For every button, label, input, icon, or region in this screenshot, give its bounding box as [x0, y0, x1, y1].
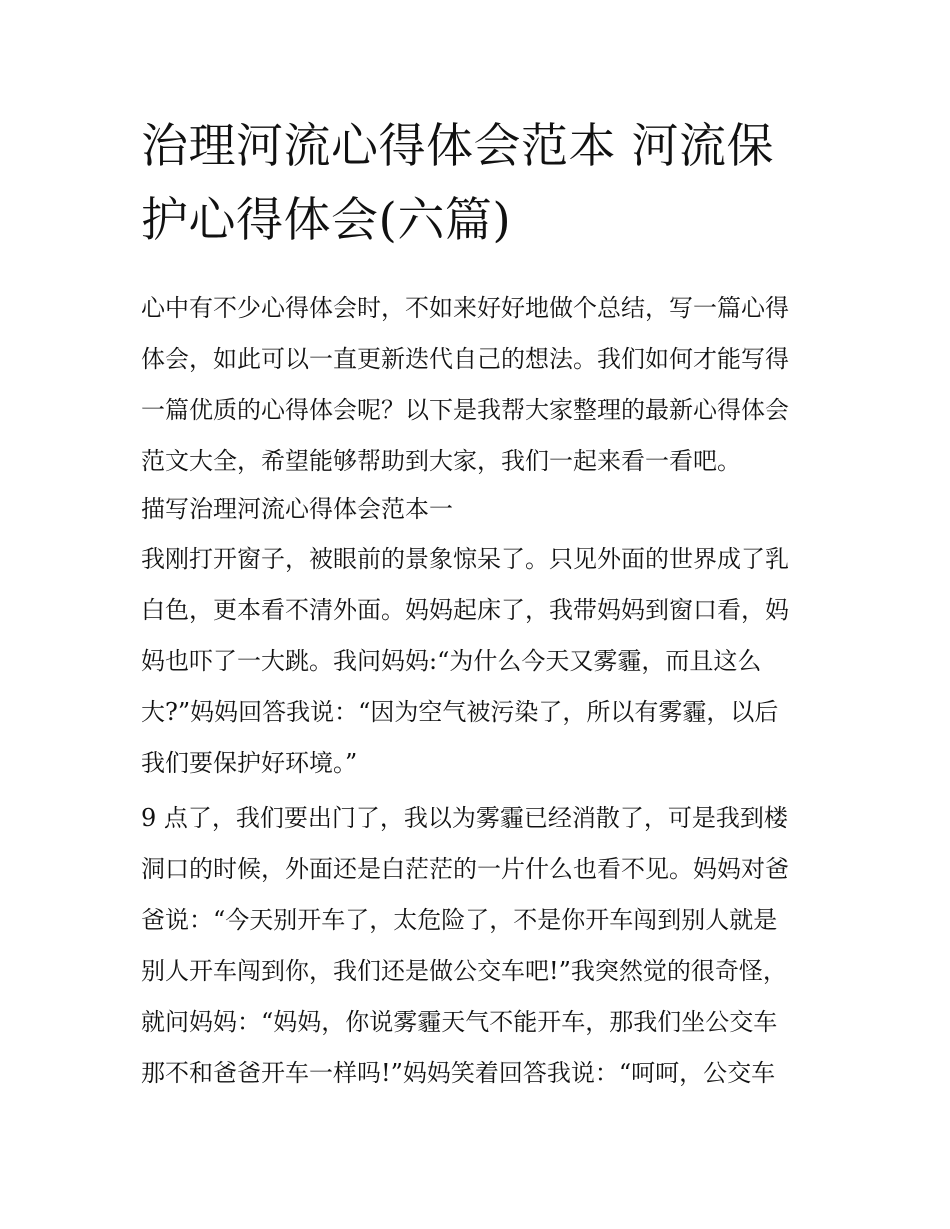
text-line: 洞口的时候，外面还是白茫茫的一片什么也看不见。妈妈对爸 — [141, 855, 789, 883]
text-line: 别人开车闯到你，我们还是做公交车吧!”我突然觉的很奇怪， — [141, 957, 787, 985]
document-body — [141, 283, 813, 1099]
document-title — [141, 110, 813, 258]
text-line: 我们要保护好环境。” — [141, 749, 358, 777]
paragraph-one — [141, 534, 813, 789]
title-line: 治理河流心得体会范本 河流保 — [141, 119, 774, 174]
text-line: 范文大全，希望能够帮助到大家，我们一起来看一看吧。 — [141, 447, 741, 475]
text-line: 就问妈妈：“妈妈，你说雾霾天气不能开车，那我们坐公交车 — [141, 1008, 778, 1036]
text-line: 爸说：“今天别开车了，太危险了，不是你开车闯到别人就是 — [141, 906, 778, 934]
section-heading: 描写治理河流心得体会范本一 — [141, 495, 453, 523]
text-line: 我刚打开窗子，被眼前的景象惊呆了。只见外面的世界成了乳 — [141, 545, 789, 573]
intro-paragraph — [141, 283, 813, 487]
text-line: 妈也吓了一大跳。我问妈妈:“为什么今天又雾霾，而且这么 — [141, 647, 762, 675]
text-line: 9 点了，我们要出门了，我以为雾霾已经消散了，可是我到楼 — [141, 804, 788, 832]
paragraph-two — [141, 793, 813, 1099]
text-line: 一篇优质的心得体会呢？以下是我帮大家整理的最新心得体会 — [141, 396, 789, 424]
text-line: 体会，如此可以一直更新迭代自己的想法。我们如何才能写得 — [141, 345, 789, 373]
title-line: 护心得体会(六篇) — [141, 193, 512, 248]
text-line: 心中有不少心得体会时，不如来好好地做个总结，写一篇心得 — [141, 294, 789, 322]
text-line: 那不和爸爸开车一样吗!”妈妈笑着回答我说：“呵呵，公交车 — [141, 1059, 776, 1087]
text-line: 白色，更本看不清外面。妈妈起床了，我带妈妈到窗口看，妈 — [141, 596, 789, 624]
document-page — [141, 110, 813, 1099]
text-line: 大?”妈妈回答我说：“因为空气被污染了，所以有雾霾，以后 — [141, 698, 779, 726]
